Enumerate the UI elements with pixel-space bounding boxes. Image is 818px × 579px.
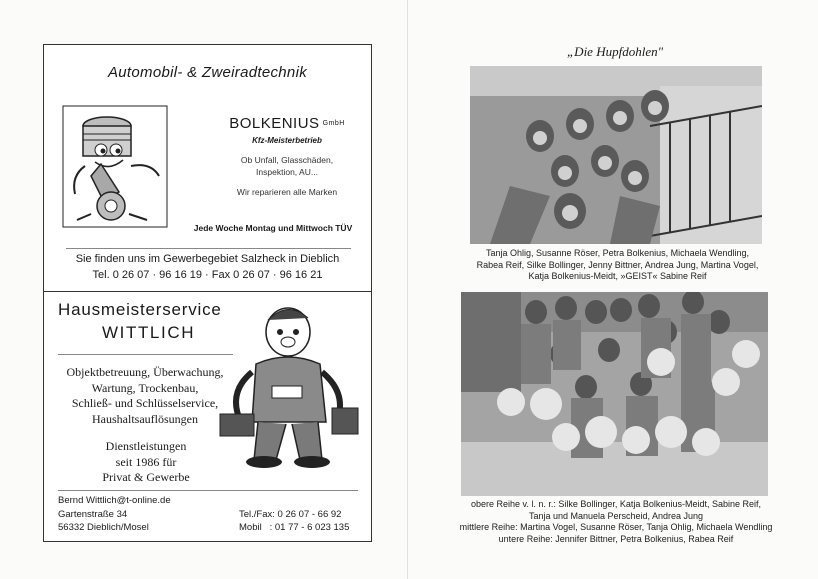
divider — [58, 354, 233, 355]
caption-line: Rabea Reif, Silke Bollinger, Jenny Bittner, Andrea Jung, Martina Vogel, — [476, 259, 759, 270]
service-item: Schließ- und Schlüsselservice, — [71, 396, 219, 411]
page-fold — [407, 0, 408, 579]
mobile-text: Mobil : 01 77 - 6 023 135 — [239, 522, 350, 533]
ad-bolkenius — [43, 44, 372, 292]
group-photo-costumes — [470, 66, 762, 244]
company-suffix: GmbH — [322, 120, 345, 127]
city-text: 56332 Dieblich/Mosel — [58, 522, 149, 533]
group-title: „Die Hupfdohlen" — [566, 44, 664, 59]
caption-line: mittlere Reihe: Martina Vogel, Susanne Röser, Tanja Ohlig, Michaela Wendling — [459, 522, 773, 533]
company-block — [202, 115, 372, 197]
email-text: Bernd Wittlich@t-online.de — [58, 495, 171, 506]
phone-fax-text: Tel. 0 26 07 · 96 16 19 · Fax 0 26 07 · 96 16 21 — [92, 269, 323, 281]
since-text: Dienstleistungen seit 1986 für Privat & Gewerbe — [102, 439, 190, 485]
ad-headline: Automobil- & Zweiradtechnik — [107, 64, 307, 81]
handyman-cartoon-icon — [216, 302, 366, 472]
caption-line: Katja Bolkenius-Meidt, »GEIST« Sabine Reif — [528, 271, 707, 282]
ad-company-name: WITTLICH — [102, 323, 196, 342]
tel-fax-text: Tel./Fax: 0 26 07 - 66 92 — [239, 509, 342, 520]
caption-line: Tanja und Manuela Perscheid, Andrea Jung — [528, 510, 704, 521]
photo-caption-cheerleaders — [436, 499, 796, 545]
service-item: Wartung, Trockenbau, — [91, 380, 199, 395]
caption-line: obere Reihe v. l. n. r.: Silke Bollinger, Katja Bolkenius-Meidt, Sabine Reif, — [471, 499, 761, 509]
caption-line: Tanja Ohlig, Susanne Röser, Petra Bolkenius, Michaela Wendling, — [486, 248, 749, 258]
ad-title: Hausmeisterservice — [58, 300, 222, 319]
divider — [66, 248, 351, 249]
caption-line: untere Reihe: Jennifer Bittner, Petra Bolkenius, Rabea Reif — [498, 533, 734, 544]
divider — [58, 490, 358, 491]
company-subtitle: Kfz-Meisterbetrieb — [252, 136, 322, 145]
photo-caption-costumes — [445, 248, 790, 283]
location-text: Sie finden uns im Gewerbegebiet Salzheck in Dieblich — [75, 253, 340, 265]
group-photo-cheerleaders — [461, 292, 768, 496]
tuev-note: Jede Woche Montag und Mittwoch TÜV — [193, 223, 353, 233]
ad-wittlich — [43, 291, 372, 542]
service-item: Haushaltsauflösungen — [92, 411, 198, 426]
company-name: BOLKENIUS $^{GmbH}$ — [229, 115, 345, 132]
street-text: Gartenstraße 34 — [58, 509, 128, 520]
services-list — [50, 365, 240, 427]
repairs-text: Wir reparieren alle Marken — [236, 187, 338, 197]
services-text: Ob Unfall, Glasschäden, Inspektion, AU... — [240, 155, 334, 177]
piston-mascot-icon — [61, 104, 169, 229]
service-item: Objektbetreuung, Überwachung, — [66, 365, 224, 379]
